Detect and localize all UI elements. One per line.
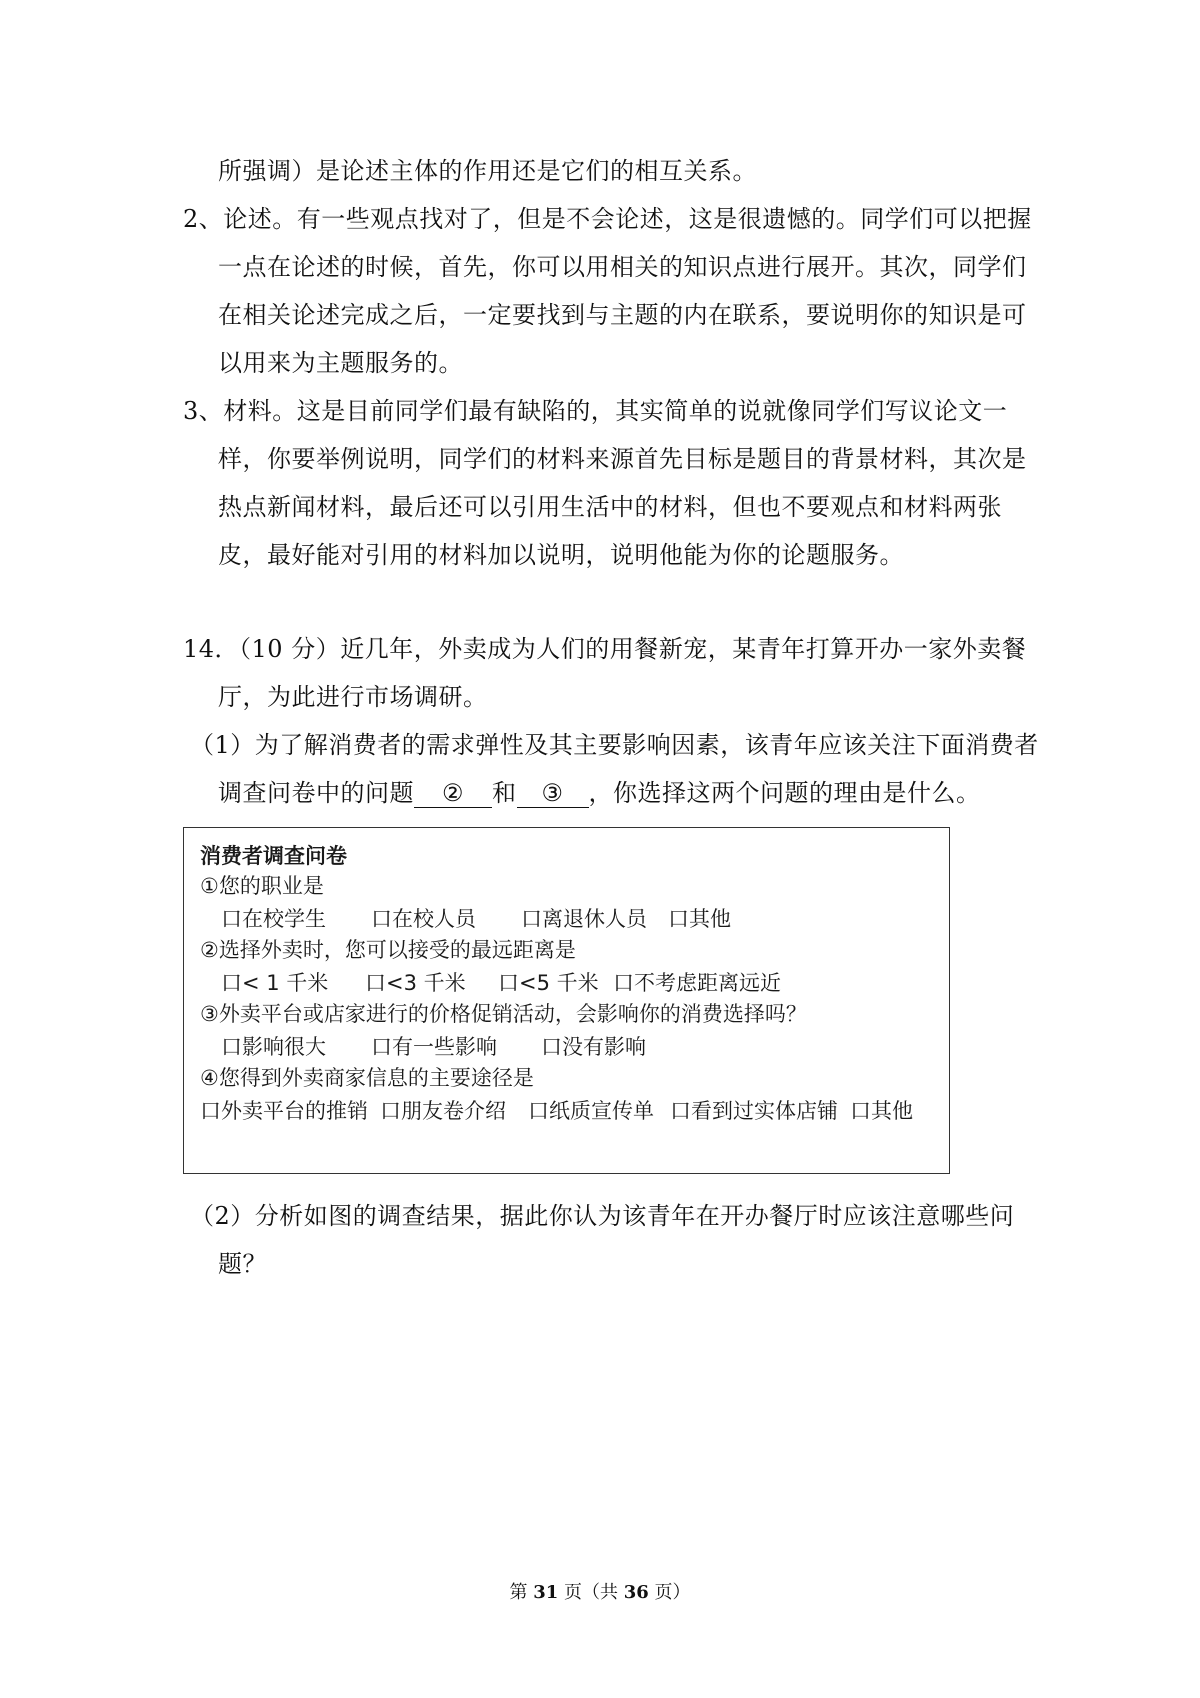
survey-option: 口影响很大 xyxy=(221,1035,326,1059)
text-line: 厅，为此进行市场调研。 xyxy=(218,683,488,711)
survey-q4: ④您得到外卖商家信息的主要途径是 xyxy=(200,1066,534,1090)
survey-option: 口<3 千米 xyxy=(365,971,466,995)
footer-total-pages: 36 xyxy=(623,1582,649,1603)
survey-option: 口朋友卷介绍 xyxy=(380,1099,506,1123)
question-14-stem: 14．（10 分）近几年，外卖成为人们的用餐新宠，某青年打算开办一家外卖餐 xyxy=(183,635,1027,663)
q1-mid: 和 xyxy=(492,779,517,807)
q1-prefix: 调查问卷中的问题 xyxy=(218,779,414,807)
survey-option: 口其他 xyxy=(850,1099,913,1123)
survey-option: 口纸质宣传单 xyxy=(528,1099,654,1123)
survey-q3: ③外卖平台或店家进行的价格促销活动，会影响你的消费选择吗？ xyxy=(200,1002,807,1026)
survey-figure xyxy=(183,827,950,1174)
footer-suffix: 页） xyxy=(648,1582,691,1603)
text-line: 热点新闻材料，最后还可以引用生活中的材料，但也不要观点和材料两张 xyxy=(218,493,1002,521)
sub-question-1-line2 xyxy=(218,777,981,809)
text-line: 样，你要举例说明，同学们的材料来源首先目标是题目的背景材料，其次是 xyxy=(218,445,1027,473)
answer-blank-2: ③ xyxy=(517,779,589,808)
sub-question-2: （2）分析如图的调查结果，据此你认为该青年在开办餐厅时应该注意哪些问 xyxy=(190,1202,1015,1230)
text-line: 3、材料。这是目前同学们最有缺陷的，其实简单的说就像同学们写议论文一 xyxy=(183,397,1008,425)
survey-option: 口看到过实体店铺 xyxy=(670,1099,838,1123)
page-footer xyxy=(0,1578,1200,1604)
footer-middle: 页（共 xyxy=(558,1582,624,1603)
survey-option: 口<5 千米 xyxy=(498,971,599,995)
survey-option: 口没有影响 xyxy=(541,1035,646,1059)
survey-option: 口外卖平台的推销 xyxy=(200,1099,368,1123)
text-line: 皮，最好能对引用的材料加以说明，说明他能为你的论题服务。 xyxy=(218,541,904,569)
text-line: 一点在论述的时候，首先，你可以用相关的知识点进行展开。其次，同学们 xyxy=(218,253,1027,281)
sub-question-1: （1）为了解消费者的需求弹性及其主要影响因素，该青年应该关注下面消费者 xyxy=(190,731,1039,759)
text-line: 以用来为主题服务的。 xyxy=(218,349,463,377)
text-line: 在相关论述完成之后，一定要找到与主题的内在联系，要说明你的知识是可 xyxy=(218,301,1027,329)
text-line: 2、论述。有一些观点找对了，但是不会论述，这是很遗憾的。同学们可以把握 xyxy=(183,205,1032,233)
text-line: 题？ xyxy=(218,1250,267,1278)
survey-q1: ①您的职业是 xyxy=(200,874,324,898)
survey-option: 口离退休人员 xyxy=(521,907,647,931)
footer-prefix: 第 xyxy=(509,1582,534,1603)
text-line: 所强调）是论述主体的作用还是它们的相互关系。 xyxy=(218,157,757,185)
survey-option: 口< 1 千米 xyxy=(221,971,329,995)
survey-title: 消费者调查问卷 xyxy=(200,844,347,868)
survey-option: 口不考虑距离远近 xyxy=(613,971,781,995)
answer-blank-1: ② xyxy=(414,779,492,808)
survey-option: 口有一些影响 xyxy=(371,1035,497,1059)
survey-q2: ②选择外卖时，您可以接受的最远距离是 xyxy=(200,938,576,962)
footer-page-number: 31 xyxy=(533,1582,559,1603)
survey-option: 口在校学生 xyxy=(221,907,326,931)
q1-suffix: ，你选择这两个问题的理由是什么。 xyxy=(588,779,981,807)
survey-option: 口在校人员 xyxy=(371,907,476,931)
survey-option: 口其他 xyxy=(668,907,731,931)
